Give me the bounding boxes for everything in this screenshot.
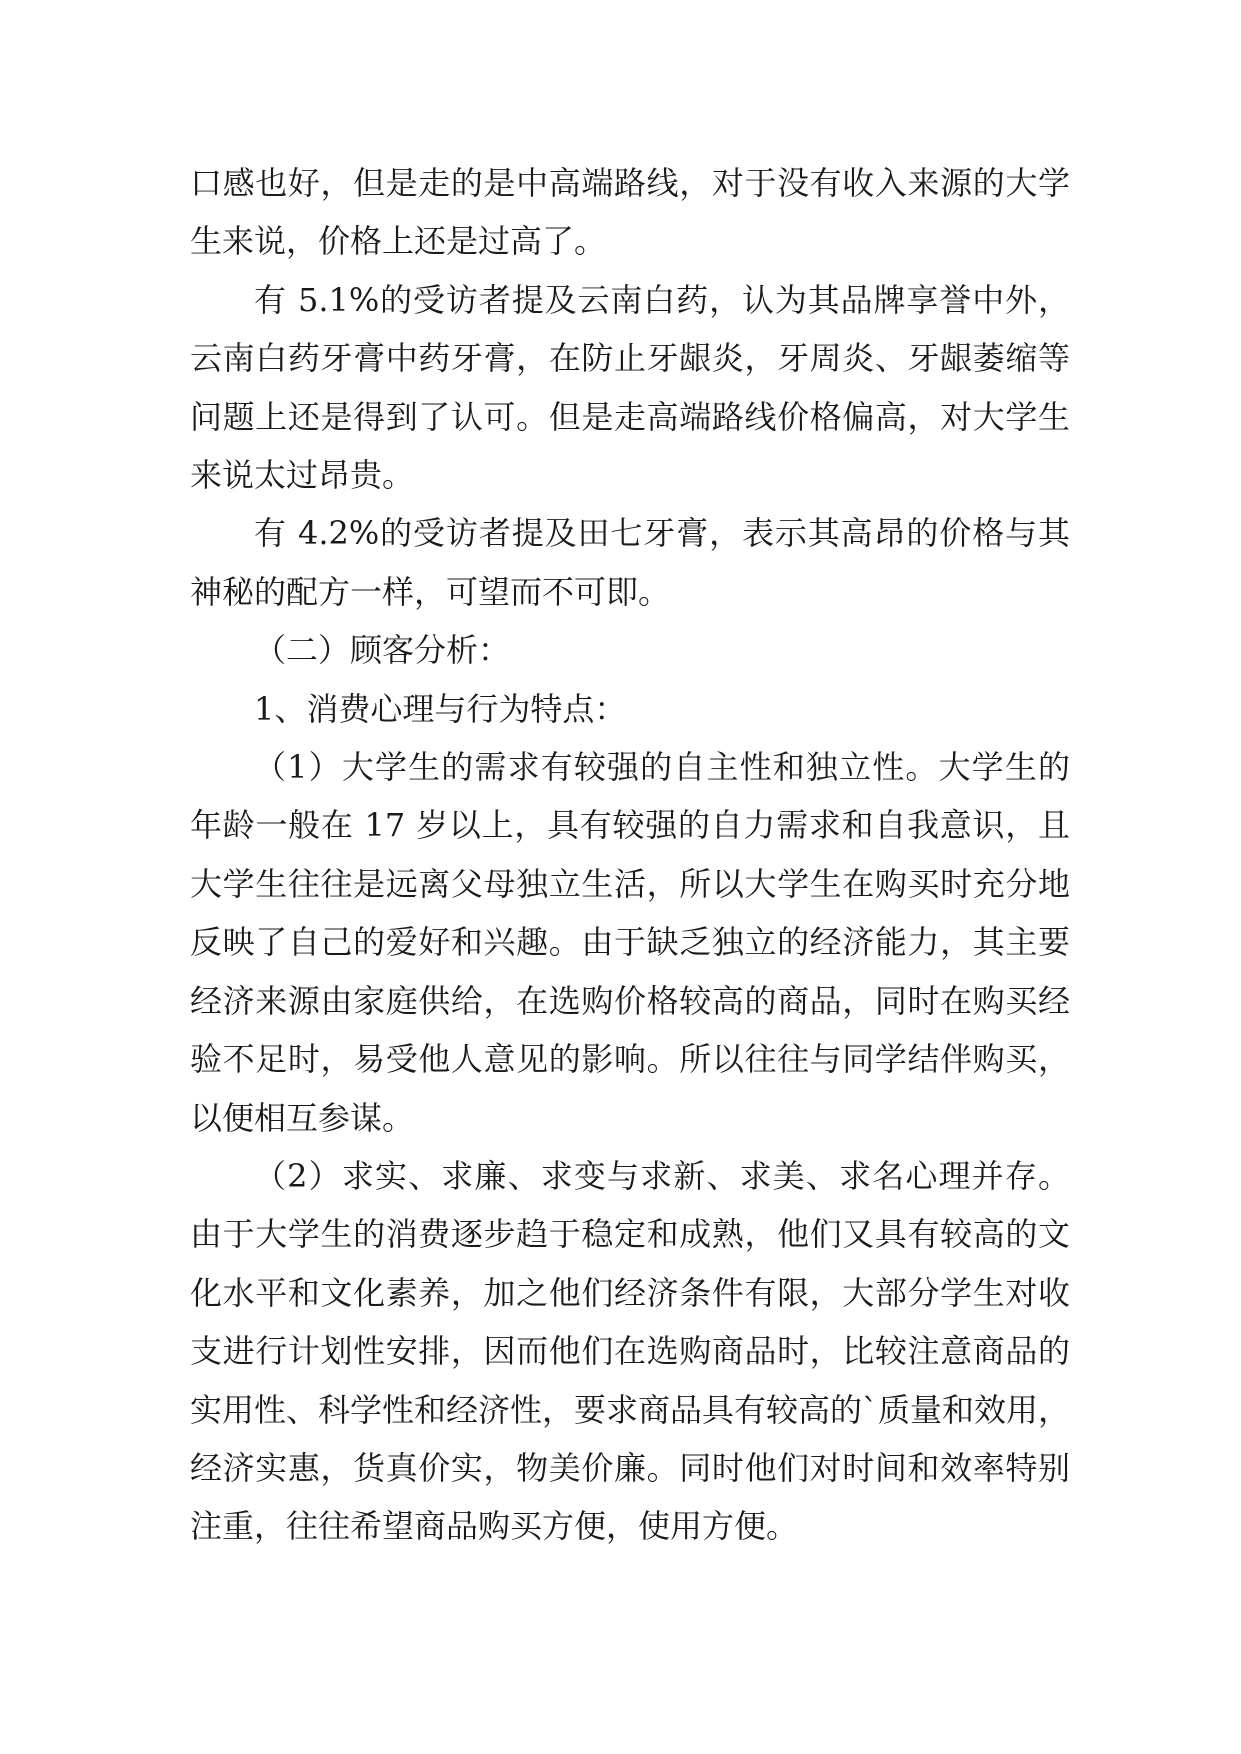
subsection-heading-consumer-psychology: 1、消费心理与行为特点：: [254, 689, 627, 728]
document-body: [190, 154, 1070, 1556]
paragraph-point-2: （2）求实、求廉、求变与求新、求美、求名心理并存。由于大学生的消费逐步趋于稳定和成熟，他们又具有较高的文化水平和文化素养，加之他们经济条件有限，大部分学生对收支进行计划性安排，因而他们在选购商品时，比较注意商品的实用性、科学性和经济性，要求商品具有较高的`质量和效用，经济实惠，货真价实，物美价廉。同时他们对时间和效率特别注重，往往希望商品购买方便，使用方便。: [190, 1156, 1071, 1546]
paragraph-continuation: 口感也好，但是走的是中高端路线，对于没有收入来源的大学生来说，价格上还是过高了。: [190, 164, 1070, 261]
paragraph-tianqi: 有 4.2%的受访者提及田七牙膏，表示其高昂的价格与其神秘的配方一样，可望而不可即。: [190, 514, 1070, 611]
paragraph-yunnan-baiyao: 有 5.1%的受访者提及云南白药，认为其品牌享誉中外，云南白药牙膏中药牙膏，在防止牙龈炎，牙周炎、牙龈萎缩等问题上还是得到了认可。但是走高端路线价格偏高，对大学生来说太过昂贵。: [190, 280, 1070, 495]
section-heading-customer-analysis: （二）顾客分析：: [254, 631, 511, 670]
paragraph-point-1: （1）大学生的需求有较强的自主性和独立性。大学生的年龄一般在 17 岁以上，具有较强的自力需求和自我意识，且大学生往往是远离父母独立生活，所以大学生在购买时充分地反映了自己的爱好和兴趣。由于缺乏独立的经济能力，其主要经济来源由家庭供给，在选购价格较高的商品，同时在购买经验不足时，易受他人意见的影响。所以往往与同学结伴购买，以便相互参谋。: [190, 748, 1070, 1137]
